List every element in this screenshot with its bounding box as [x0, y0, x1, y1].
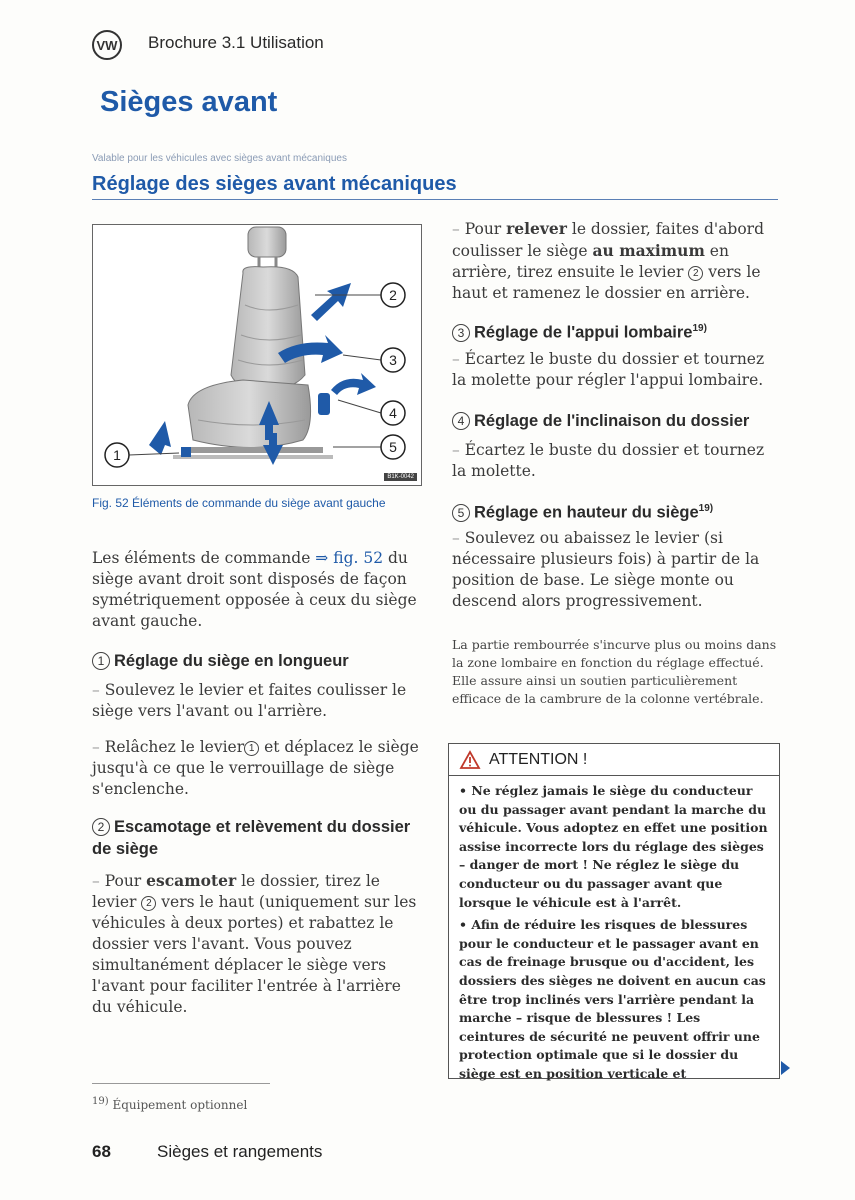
warning-triangle-icon: [459, 750, 481, 770]
arrow-icon: ⇒: [315, 549, 329, 567]
page-title: Sièges avant: [100, 86, 278, 118]
paragraph-backrest-raise: – Pour relever le dossier, faites d'abord coulisser le siège au maximum en arrière, tirez ensuite le levier 2 vers le haut et ramenez le dossier en arrière.: [452, 219, 765, 302]
warning-bullet-2: • Afin de réduire les risques de blessures pour le conducteur et le passager avant en cas de freinage brusque ou d'accident, les dossiers des sièges ne doivent en aucun cas être trop inclinés vers l'arrière pendant la marche – risque de blessures ! Les ceintures de sécurité ne peuvent offrir une protection optimale que si le dossier du siège est en position verticale et: [459, 917, 766, 1081]
footnote-divider: [92, 1083, 270, 1084]
seat-illustration: [93, 225, 422, 486]
paragraph-height: – Soulevez ou abaissez le levier (si nécessaire plusieurs fois) à partir de la position de base. Le siège monte ou descend alors progressivement.: [452, 529, 760, 610]
warning-body: [449, 776, 779, 1084]
svg-text:4: 4: [389, 405, 397, 421]
header-title: Brochure 3.1 Utilisation: [148, 33, 324, 52]
callout-4: [381, 401, 405, 425]
paragraph-lumbar: – Écartez le buste du dossier et tournez la molette pour régler l'appui lombaire.: [452, 350, 765, 389]
heading-height: 5 Réglage en hauteur du siège$^{19)}$: [452, 498, 782, 524]
paragraph-recline: – Écartez le buste du dossier et tournez la molette.: [452, 441, 765, 480]
lumbar-note: La partie rembourrée s'incurve plus ou moins dans la zone lombaire en fonction du réglage effectué. Elle assure ainsi un soutien particulièrement efficace de la cambrure de la colonne vertébrale.: [452, 637, 777, 706]
paragraph-seat-length-1: – Soulevez le levier et faites coulisser le siège vers l'avant ou l'arrière.: [92, 681, 407, 720]
heading-seat-length: 1 Réglage du siège en longueur: [92, 650, 422, 672]
heading-lumbar: 3 Réglage de l'appui lombaire$^{19)}$: [452, 318, 782, 344]
footer-title: Sièges et rangements: [157, 1142, 323, 1161]
footnote: $^{19)}$ Équipement optionnel: [92, 1096, 248, 1112]
vw-logo: VW: [92, 30, 122, 60]
callout-3: [381, 348, 405, 372]
section-divider: [92, 199, 778, 200]
seat-figure: [92, 224, 422, 486]
svg-text:1: 1: [113, 447, 121, 463]
warning-header: [449, 744, 779, 776]
page-number: 68: [92, 1142, 111, 1161]
section-title: Réglage des sièges avant mécaniques: [92, 173, 457, 195]
paragraph-backrest-fold: – Pour escamoter le dossier, tirez le levier 2 vers le haut (uniquement sur les véhicules à deux portes) et rabattez le dossier vers l'avant. Vous pouvez simultanément déplacer le siège vers l'avant pour faciliter l'entrée à l'arrière du véhicule.: [92, 871, 417, 1016]
warning-title: ATTENTION !: [489, 750, 588, 768]
heading-backrest-fold: 2 Escamotage et relèvement du dossier de siège: [92, 818, 411, 858]
callout-1: [105, 443, 129, 467]
figure-code: B1K-0042: [384, 473, 417, 481]
svg-text:3: 3: [389, 352, 397, 368]
validity-note: Valable pour les véhicules avec sièges avant mécaniques: [92, 153, 347, 164]
intro-paragraph: Les éléments de commande ⇒ fig. 52 du siège avant droit sont disposés de façon symétriquement opposée à ceux du siège avant gauche.: [92, 549, 417, 630]
warning-box: [448, 743, 780, 1079]
paragraph-seat-length-2: – Relâchez le levier 1 et déplacez le siège jusqu'à ce que le verrouillage de siège s'enclenche.: [92, 738, 419, 798]
callout-2: [381, 283, 405, 307]
warning-bullet-1: • Ne réglez jamais le siège du conducteur ou du passager avant pendant la marche du véhicule. Vous adoptez en effet une position assise incorrecte lors du réglage des sièges – danger de mort ! Ne réglez le siège du conducteur ou du passager avant que lorsque le véhicule est à l'arrêt.: [459, 783, 768, 910]
svg-text:5: 5: [389, 439, 397, 455]
continue-arrow-icon: [781, 1061, 790, 1075]
callout-5: [381, 435, 405, 459]
svg-text:2: 2: [389, 287, 397, 303]
figure-caption: Fig. 52 Éléments de commande du siège avant gauche: [92, 496, 386, 510]
heading-recline: 4 Réglage de l'inclinaison du dossier: [452, 410, 782, 432]
figure-link[interactable]: fig. 52: [333, 549, 384, 567]
